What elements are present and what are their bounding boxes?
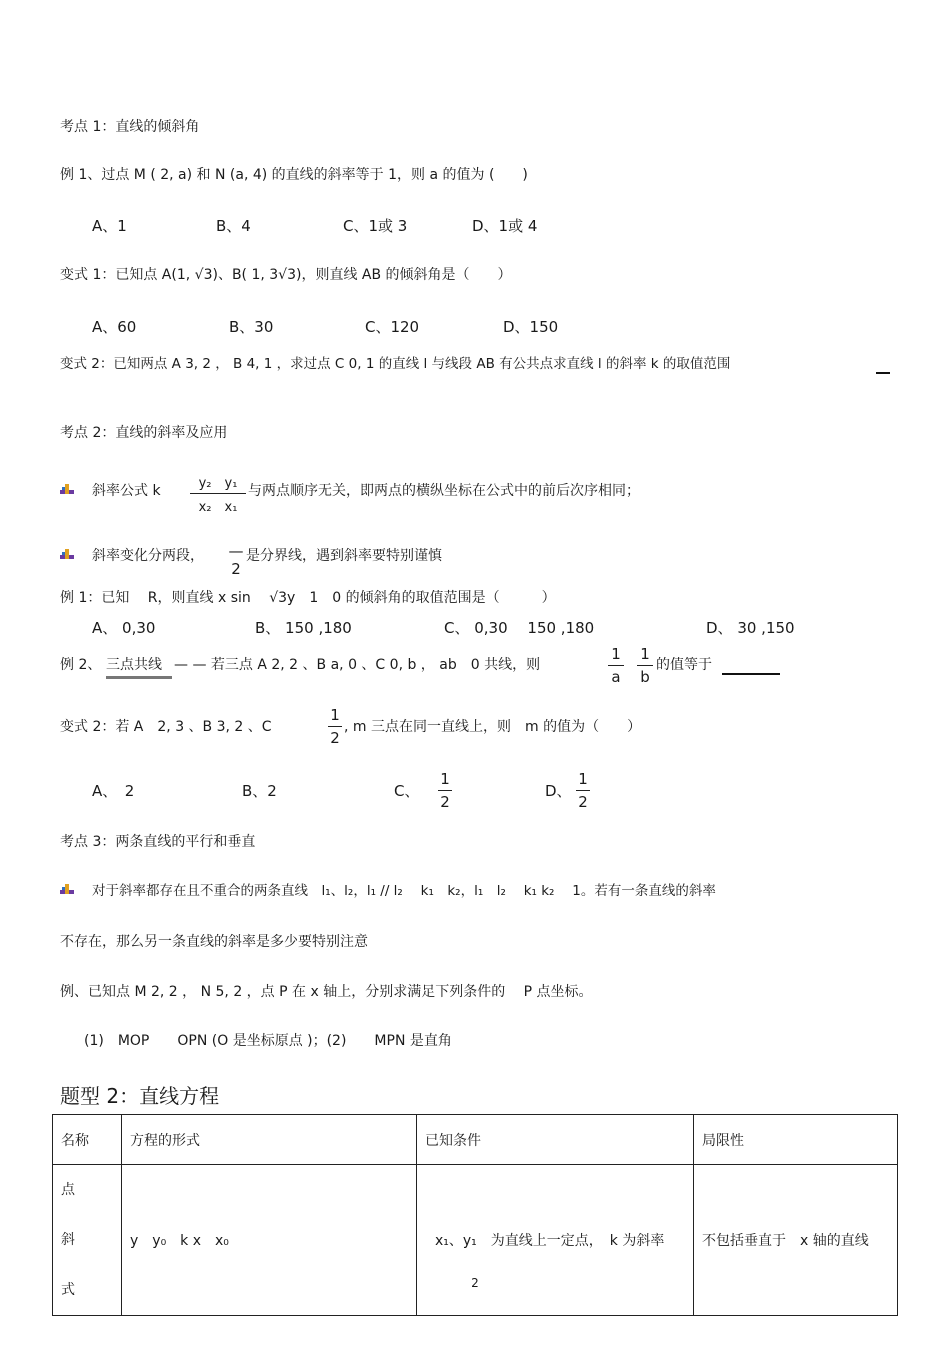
two-denominator: 2 — [231, 560, 241, 578]
fraction-1b-numerator: 1 — [640, 645, 650, 663]
slope-formula-prefix: 斜率公式 k — [92, 483, 161, 499]
table-header: 已知条件 — [417, 1115, 694, 1165]
option-d-numerator: 1 — [578, 770, 588, 788]
table-cell-name: 点 斜 式 — [53, 1165, 122, 1316]
bullet-icon — [60, 484, 74, 496]
variant-1-option-a: A、60 — [92, 318, 137, 336]
example-1-option-c: C、1或 3 — [343, 217, 408, 235]
variant-1-option-d: D、150 — [503, 318, 559, 336]
section-heading: 题型 2：直线方程 — [60, 1084, 220, 1108]
example-2-suffix: 的值等于 — [656, 657, 712, 673]
slope-denominator: x₂ x₁ — [198, 500, 238, 515]
slope-change-note: 是分界线，遇到斜率要特别谨慎 — [246, 548, 442, 564]
slope-change-prefix: 斜率变化分两段， — [92, 548, 204, 564]
table-cell-condition: x₁、y₁ 为直线上一定点， k 为斜率 — [417, 1165, 694, 1316]
table-cell-limitation: 不包括垂直于 x 轴的直线 — [694, 1165, 898, 1316]
section-title-kd2: 考点 2：直线的斜率及应用 — [60, 425, 228, 441]
variant-2b-option-a: A、 2 — [92, 782, 135, 800]
example-1-option-a: A、1 — [92, 217, 127, 235]
example-1b-question: 例 1：已知 R，则直线 x sin √3y 1 0 的倾斜角的取值范围是（ ） — [60, 590, 556, 606]
table-header-row — [53, 1115, 898, 1165]
example-1-option-d: D、1或 4 — [472, 217, 538, 235]
option-c-numerator: 1 — [440, 770, 450, 788]
variant-1-question: 变式 1：已知点 A(1, √3)、B( 1, 3√3)，则直线 AB 的倾斜角是（ ） — [60, 267, 512, 283]
answer-blank — [876, 372, 890, 374]
variant-2-question: 变式 2：已知两点 A 3, 2 ， B 4, 1 ，求过点 C 0, 1 的直线 l 与线段 AB 有公共点求直线 l 的斜率 k 的取值范围 — [60, 356, 731, 372]
table-header: 名称 — [53, 1115, 122, 1165]
bullet-icon — [60, 884, 74, 896]
slope-numerator: y₂ y₁ — [198, 476, 238, 491]
table-cell-form: y y₀ k x x₀ — [122, 1165, 417, 1316]
bullet-icon — [60, 549, 74, 561]
fraction-1-over-b — [637, 645, 653, 686]
example-1b-option-a: A、 0,30 — [92, 619, 156, 637]
example-1b-option-b: B、 150 ,180 — [255, 619, 352, 637]
variant-2b-suffix: , m 三点在同一直线上，则 m 的值为（ ） — [344, 719, 642, 735]
slope-formula-fraction — [190, 472, 246, 515]
example-1-question: 例 1、过点 M ( 2, a) 和 N (a, 4) 的直线的斜率等于 1，则 a 的值为 ( ) — [60, 167, 528, 183]
section-title-kd3: 考点 3：两条直线的平行和垂直 — [60, 834, 256, 850]
pi-numerator: — — [228, 542, 244, 560]
half-denominator: 2 — [330, 729, 340, 747]
example-2-condition: — — 若三点 A 2, 2 、B a, 0 、C 0, b ， ab 0 共线，则 — [174, 657, 541, 673]
variant-1-option-b: B、30 — [229, 318, 274, 336]
variant-2b-option-b: B、2 — [242, 782, 277, 800]
table-header: 局限性 — [694, 1115, 898, 1165]
fraction-1b-denominator: b — [640, 668, 650, 686]
table-header: 方程的形式 — [122, 1115, 417, 1165]
slope-formula-note: 与两点顺序无关，即两点的横纵坐标在公式中的前后次序相同； — [248, 483, 640, 499]
option-d-denominator: 2 — [578, 793, 588, 811]
example-3-subquestions: (1) MOP OPN (O 是坐标原点 )；(2) MPN 是直角 — [84, 1033, 452, 1049]
half-pi-fraction — [228, 542, 244, 578]
option-c-fraction — [438, 770, 452, 811]
variant-2b-option-d: D、 — [545, 782, 572, 800]
table-row — [53, 1165, 898, 1316]
page-number: 2 — [471, 1276, 479, 1290]
example-1-option-b: B、4 — [216, 217, 251, 235]
fraction-one-half — [328, 706, 342, 747]
option-c-denominator: 2 — [440, 793, 450, 811]
variant-1-option-c: C、120 — [365, 318, 420, 336]
example-2-collinear: 三点共线 — [106, 657, 162, 673]
section-title-kd1: 考点 1：直线的倾斜角 — [60, 119, 200, 135]
parallel-perpendicular-note: 不存在，那么另一条直线的斜率是多少要特别注意 — [60, 934, 368, 950]
fraction-1a-numerator: 1 — [611, 645, 621, 663]
answer-blank — [722, 673, 780, 675]
variant-2b-prefix: 变式 2：若 A 2, 3 、B 3, 2 、C — [60, 719, 272, 735]
example-1b-option-d: D、 30 ,150 — [706, 619, 795, 637]
example-1b-option-c: C、 0,30 150 ,180 — [444, 619, 595, 637]
example-3-question: 例、已知点 M 2, 2 ， N 5, 2 ，点 P 在 x 轴上，分别求满足下列条件的 P 点坐标。 — [60, 984, 593, 1000]
fraction-1-over-a — [608, 645, 624, 686]
option-d-fraction — [576, 770, 590, 811]
example-2-prefix: 例 2、 — [60, 657, 102, 673]
fraction-1a-denominator: a — [611, 668, 621, 686]
collinear-underline — [106, 676, 172, 679]
half-numerator: 1 — [330, 706, 340, 724]
variant-2b-option-c: C、 — [394, 782, 420, 800]
parallel-perpendicular-rule: 对于斜率都存在且不重合的两条直线 l₁、l₂，l₁ // l₂ k₁ k₂，l₁ l₂ k₁ k₂ 1。若有一条直线的斜率 — [92, 883, 716, 899]
